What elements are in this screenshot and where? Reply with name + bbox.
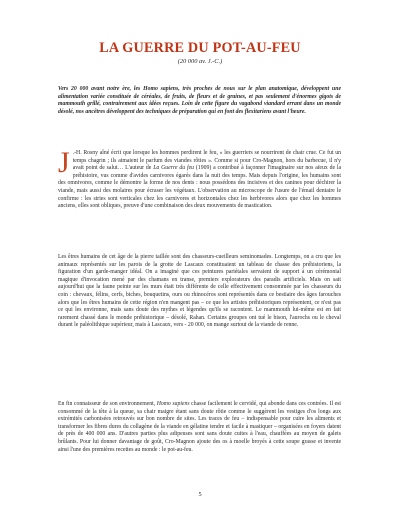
paragraph-3-text-b: chasse facilement le cervidé, qui abonde dans ces contrées. Il est consommé de la tête à la queue, sa chair maigre étant sans doute rôtie comme le suggèrent les vestiges d'os longs aux extrémités carbonisées retrouvés sur bon nombre de sites. Les traces de feu – indispensable pour cuire les aliments et transformer les fibres dures du collagène de la viande en gélatine tendre et facile à mastiquer – organisées en foyers datent de près de 400 000 ans. D'autres parties plus adipeuses sont sans doute cuites à l'eau, chauffées au moyen de galets brûlants. Pour lui donner davantage de goût, Cro-Magnon ajoute des os à moelle broyés à cette soupe grasse et invente ainsi l'une des premières recettes au monde : le pot-au-feu. — [58, 401, 341, 453]
book-title-italic: La Guerre du feu — [153, 165, 195, 172]
paragraph-3-text-a: En fin connaisseur de son environnement, — [58, 401, 157, 407]
paragraph-1-text-a: .-H. Rosny aîné écrit que lorsque les hommes perdirent le feu, « les guerriers se nourrirent de chair crue. Ce fut un temps chagrin ; ils aimaient le parfum des viandes rôties ». Comme si pour Cro-Magnon, hors du barbecue, il n'y avait point de salut… L'auteur de — [72, 150, 341, 172]
paragraph-1-text-b: (1909) a contribué à façonner l'imaginaire sur nos aïeux de la préhistoire, vus comme d'avides carnivores égarés dans la nuit des temps. Mais depuis l'origine, les humains sont des omnivores, comme le démontre la forme de nos dents : nous possédons des incisives et des canines pour déchirer la viande, mais aussi des molaires pour écraser les végétaux. L'observation au microscope de l'usure de l'émail dentaire le confirme : les stries sont verticales chez les carnivores et horizontales chez les herbivores alors que chez les hommes anciens, elles sont obliques, preuve d'une combinaison des deux mouvements de mastication. — [58, 165, 342, 210]
chapter-title: LA GUERRE DU POT-AU-FEU — [99, 40, 301, 56]
body-paragraph-3 — [58, 401, 341, 454]
body-paragraph-1 — [58, 146, 342, 211]
body-paragraph-2: Les êtres humains de cet âge de la pierre taillée sont des chasseurs-cueilleurs seminomades. Longtemps, on a cru que les animaux représentés sur les parois de la grotte de Lascaux constituaient un tableau de chasse des préhistoriens, la figuration d'un garde-manger idéal. On a imaginé que ces peintures pariétales servaient de support à un cérémonial magique d'invocation mené par des chamans en transe, premiers explorateurs des paradis artificiels. Mais on sait aujourd'hui que la faune peinte sur les murs était très différente de celle effectivement consommée par les chasseurs du coin : chevaux, félins, cerfs, biches, bouquetins, ours ou rhinocéros sont représentés dans ce bestiaire des âges farouches alors que les êtres humains de cette région n'en mangent pas – ce que les artistes préhistoriques représentent, ce n'est pas ce qui les environne, mais sans doute des mythes et légendes qu'ils se racontent. Le mammouth lui-même est en fait rarement chassé dans le monde préhistorique – désolé, Rahan. Certains groupes ont tué le bison, l'aurochs ou le cheval durant le paléolithique supérieur, mais à Lascaux, vers - 20 000, on mange surtout de la viande de renne. — [58, 254, 341, 329]
chapter-date: (20 000 av. J.-C.) — [177, 58, 223, 65]
page-number: 5 — [198, 491, 202, 498]
species-name-italic: Homo sapiens — [156, 401, 190, 407]
drop-cap: J — [58, 146, 70, 179]
intro-paragraph: Vers 20 000 avant notre ère, les Homo sapiens, très proches de nous sur le plan anatomique, développent une alimentation variée constituée de céréales, de fruits, de fleurs et de graines, et pas seulement d'énormes gigots de mammouth grillé, contrairement aux idées reçues. Loin de cette figure du vagabond viandard errant dans un monde désolé, nos ancêtres développent des techniques de préparation qui en font des flexitariens avant l'heure. — [58, 86, 341, 115]
